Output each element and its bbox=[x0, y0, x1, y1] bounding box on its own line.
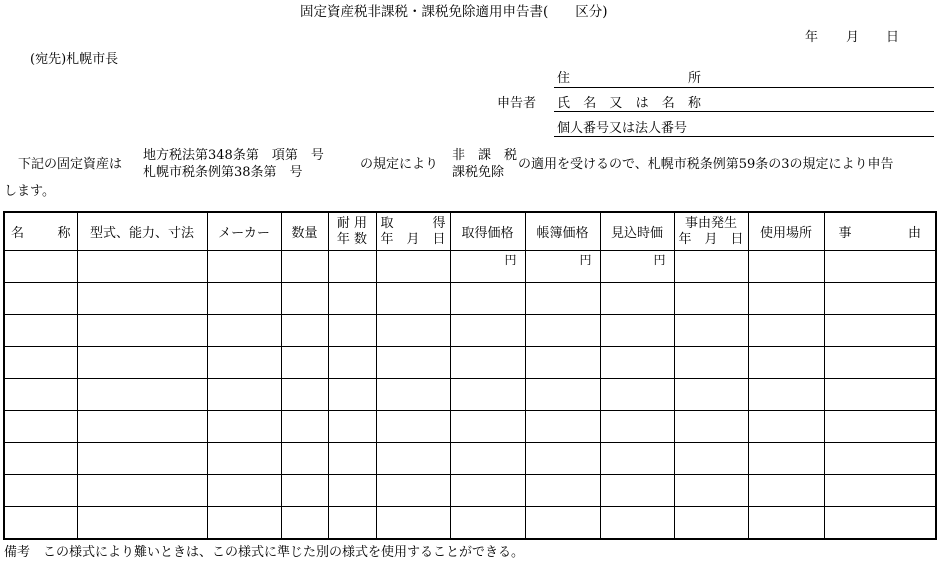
table-cell[interactable] bbox=[281, 475, 328, 507]
table-cell[interactable] bbox=[4, 283, 77, 315]
table-row bbox=[4, 347, 936, 379]
table-cell[interactable] bbox=[207, 475, 281, 507]
table-cell[interactable] bbox=[674, 315, 748, 347]
table-cell[interactable] bbox=[376, 283, 450, 315]
table-cell[interactable] bbox=[450, 475, 525, 507]
table-cell[interactable] bbox=[281, 315, 328, 347]
table-cell[interactable] bbox=[207, 347, 281, 379]
header-model: 型式、能力、寸法 bbox=[77, 212, 207, 251]
header-location: 使用場所 bbox=[748, 212, 824, 251]
table-cell[interactable] bbox=[376, 411, 450, 443]
statement-intro: 下記の固定資産は bbox=[18, 157, 123, 172]
table-cell[interactable] bbox=[77, 251, 207, 283]
table-cell[interactable] bbox=[600, 315, 674, 347]
table-cell[interactable] bbox=[4, 443, 77, 475]
table-cell[interactable] bbox=[376, 379, 450, 411]
table-cell[interactable] bbox=[525, 283, 600, 315]
table-cell[interactable] bbox=[328, 283, 376, 315]
table-cell[interactable] bbox=[281, 379, 328, 411]
table-cell[interactable] bbox=[281, 251, 328, 283]
table-cell[interactable] bbox=[77, 283, 207, 315]
table-cell[interactable] bbox=[450, 443, 525, 475]
table-cell[interactable] bbox=[328, 379, 376, 411]
table-cell[interactable] bbox=[748, 475, 824, 507]
table-cell[interactable] bbox=[824, 379, 936, 411]
name-label: 氏 名 又 は 名 称 bbox=[557, 96, 701, 111]
table-cell[interactable] bbox=[328, 411, 376, 443]
table-cell[interactable] bbox=[77, 411, 207, 443]
date-month-label: 月 bbox=[846, 30, 860, 45]
table-cell[interactable] bbox=[77, 475, 207, 507]
table-cell[interactable] bbox=[328, 347, 376, 379]
header-maker: メーカー bbox=[207, 212, 281, 251]
table-cell[interactable] bbox=[281, 347, 328, 379]
table-cell[interactable] bbox=[4, 315, 77, 347]
table-cell[interactable] bbox=[748, 411, 824, 443]
table-cell[interactable] bbox=[824, 347, 936, 379]
date-year-label: 年 bbox=[805, 30, 819, 45]
table-cell[interactable] bbox=[77, 507, 207, 540]
table-cell[interactable] bbox=[77, 443, 207, 475]
table-cell[interactable] bbox=[4, 379, 77, 411]
table-cell[interactable] bbox=[4, 251, 77, 283]
table-cell[interactable] bbox=[328, 315, 376, 347]
table-cell[interactable] bbox=[600, 507, 674, 540]
table-cell[interactable] bbox=[674, 443, 748, 475]
table-cell[interactable] bbox=[525, 379, 600, 411]
table-cell[interactable] bbox=[748, 283, 824, 315]
table-cell[interactable] bbox=[824, 411, 936, 443]
table-cell[interactable] bbox=[328, 443, 376, 475]
table-cell[interactable] bbox=[328, 251, 376, 283]
table-cell[interactable] bbox=[4, 475, 77, 507]
statement-middle: の規定により bbox=[360, 157, 439, 172]
table-cell[interactable] bbox=[674, 507, 748, 540]
note: 備考 この様式により難いときは、この様式に準じた別の様式を使用することができる。 bbox=[4, 545, 525, 560]
law-line-1: 地方税法第348条第 項第 号 bbox=[143, 148, 324, 163]
table-cell[interactable] bbox=[525, 507, 600, 540]
table-cell[interactable] bbox=[4, 507, 77, 540]
header-book-value: 帳簿価格 bbox=[525, 212, 600, 251]
table-cell[interactable] bbox=[824, 315, 936, 347]
table-cell[interactable] bbox=[824, 507, 936, 540]
table-cell[interactable] bbox=[600, 443, 674, 475]
law-line-2: 札幌市税条例第38条第 号 bbox=[143, 165, 303, 180]
table-cell[interactable] bbox=[674, 347, 748, 379]
yen-unit-cell[interactable]: 円 bbox=[600, 251, 674, 283]
table-cell[interactable] bbox=[207, 379, 281, 411]
option-hikazei: 非 課 税 bbox=[452, 148, 518, 163]
table-row bbox=[4, 475, 936, 507]
header-name: 名 称 bbox=[4, 212, 77, 251]
table-cell[interactable] bbox=[281, 507, 328, 540]
table-cell[interactable] bbox=[525, 347, 600, 379]
table-cell[interactable] bbox=[281, 411, 328, 443]
statement-tail: の適用を受けるので、札幌市税条例第59条の3の規定により申告 bbox=[518, 157, 894, 172]
table-cell[interactable] bbox=[376, 475, 450, 507]
table-cell[interactable] bbox=[77, 379, 207, 411]
yen-unit-cell[interactable]: 円 bbox=[525, 251, 600, 283]
table-cell[interactable] bbox=[674, 283, 748, 315]
header-reason: 事 由 bbox=[824, 212, 936, 251]
table-cell[interactable] bbox=[600, 379, 674, 411]
table-cell[interactable] bbox=[376, 251, 450, 283]
table-row bbox=[4, 315, 936, 347]
table-cell[interactable] bbox=[450, 379, 525, 411]
table-cell[interactable] bbox=[207, 443, 281, 475]
asset-table bbox=[3, 211, 937, 540]
table-cell[interactable] bbox=[450, 507, 525, 540]
table-cell[interactable] bbox=[674, 251, 748, 283]
address-label: 住 所 bbox=[557, 71, 701, 86]
table-cell[interactable] bbox=[525, 475, 600, 507]
table-cell[interactable] bbox=[207, 251, 281, 283]
table-header-row bbox=[4, 212, 936, 251]
table-cell[interactable] bbox=[525, 411, 600, 443]
table-cell[interactable] bbox=[748, 347, 824, 379]
header-useful-life: 耐 用 年 数 bbox=[328, 212, 376, 251]
table-cell[interactable] bbox=[674, 379, 748, 411]
header-acq-price: 取得価格 bbox=[450, 212, 525, 251]
table-cell[interactable] bbox=[748, 379, 824, 411]
table-cell[interactable] bbox=[376, 347, 450, 379]
table-cell[interactable] bbox=[450, 411, 525, 443]
table-cell[interactable] bbox=[450, 283, 525, 315]
table-row bbox=[4, 283, 936, 315]
table-row bbox=[4, 251, 936, 283]
number-label: 個人番号又は法人番号 bbox=[557, 121, 688, 136]
table-cell[interactable] bbox=[748, 315, 824, 347]
address-line bbox=[554, 87, 934, 88]
header-event-date: 事由発生 年 月 日 bbox=[674, 212, 748, 251]
table-cell[interactable] bbox=[207, 315, 281, 347]
table-cell[interactable] bbox=[824, 443, 936, 475]
declarant-label: 申告者 bbox=[497, 96, 537, 111]
table-cell[interactable] bbox=[4, 411, 77, 443]
header-quantity: 数量 bbox=[281, 212, 328, 251]
option-menjo: 課税免除 bbox=[452, 165, 505, 180]
table-cell[interactable] bbox=[376, 315, 450, 347]
table-cell[interactable] bbox=[77, 347, 207, 379]
table-cell[interactable] bbox=[824, 283, 936, 315]
table-cell[interactable] bbox=[207, 411, 281, 443]
table-cell[interactable] bbox=[376, 443, 450, 475]
yen-unit-cell[interactable]: 円 bbox=[450, 251, 525, 283]
table-cell[interactable] bbox=[600, 411, 674, 443]
addressee: (宛先)札幌市長 bbox=[30, 52, 119, 67]
table-cell[interactable] bbox=[281, 283, 328, 315]
table-row bbox=[4, 411, 936, 443]
table-cell[interactable] bbox=[525, 443, 600, 475]
table-cell[interactable] bbox=[748, 251, 824, 283]
table-cell[interactable] bbox=[748, 507, 824, 540]
header-est-value: 見込時価 bbox=[600, 212, 674, 251]
header-acquired: 取 得 年 月 日 bbox=[376, 212, 450, 251]
table-cell[interactable] bbox=[450, 315, 525, 347]
table-row bbox=[4, 379, 936, 411]
table-cell[interactable] bbox=[328, 475, 376, 507]
table-cell[interactable] bbox=[600, 283, 674, 315]
table-cell[interactable] bbox=[207, 507, 281, 540]
table-cell[interactable] bbox=[748, 443, 824, 475]
table-cell[interactable] bbox=[376, 507, 450, 540]
table-row bbox=[4, 443, 936, 475]
table-body bbox=[4, 251, 936, 540]
date-day-label: 日 bbox=[886, 30, 900, 45]
table-cell[interactable] bbox=[77, 315, 207, 347]
table-cell[interactable] bbox=[824, 251, 936, 283]
table-cell[interactable] bbox=[674, 411, 748, 443]
table-cell[interactable] bbox=[525, 315, 600, 347]
table-cell[interactable] bbox=[281, 443, 328, 475]
table-cell[interactable] bbox=[674, 475, 748, 507]
table-cell[interactable] bbox=[207, 283, 281, 315]
number-line bbox=[554, 136, 934, 137]
name-line bbox=[554, 111, 934, 112]
table-row bbox=[4, 507, 936, 540]
table-cell[interactable] bbox=[328, 507, 376, 540]
table-cell[interactable] bbox=[4, 347, 77, 379]
table-cell[interactable] bbox=[824, 475, 936, 507]
table-cell[interactable] bbox=[600, 475, 674, 507]
form-title: 固定資産税非課税・課税免除適用申告書( 区分) bbox=[300, 4, 608, 20]
table-cell[interactable] bbox=[450, 347, 525, 379]
table-cell[interactable] bbox=[600, 347, 674, 379]
statement-tail-2: します。 bbox=[4, 184, 55, 199]
